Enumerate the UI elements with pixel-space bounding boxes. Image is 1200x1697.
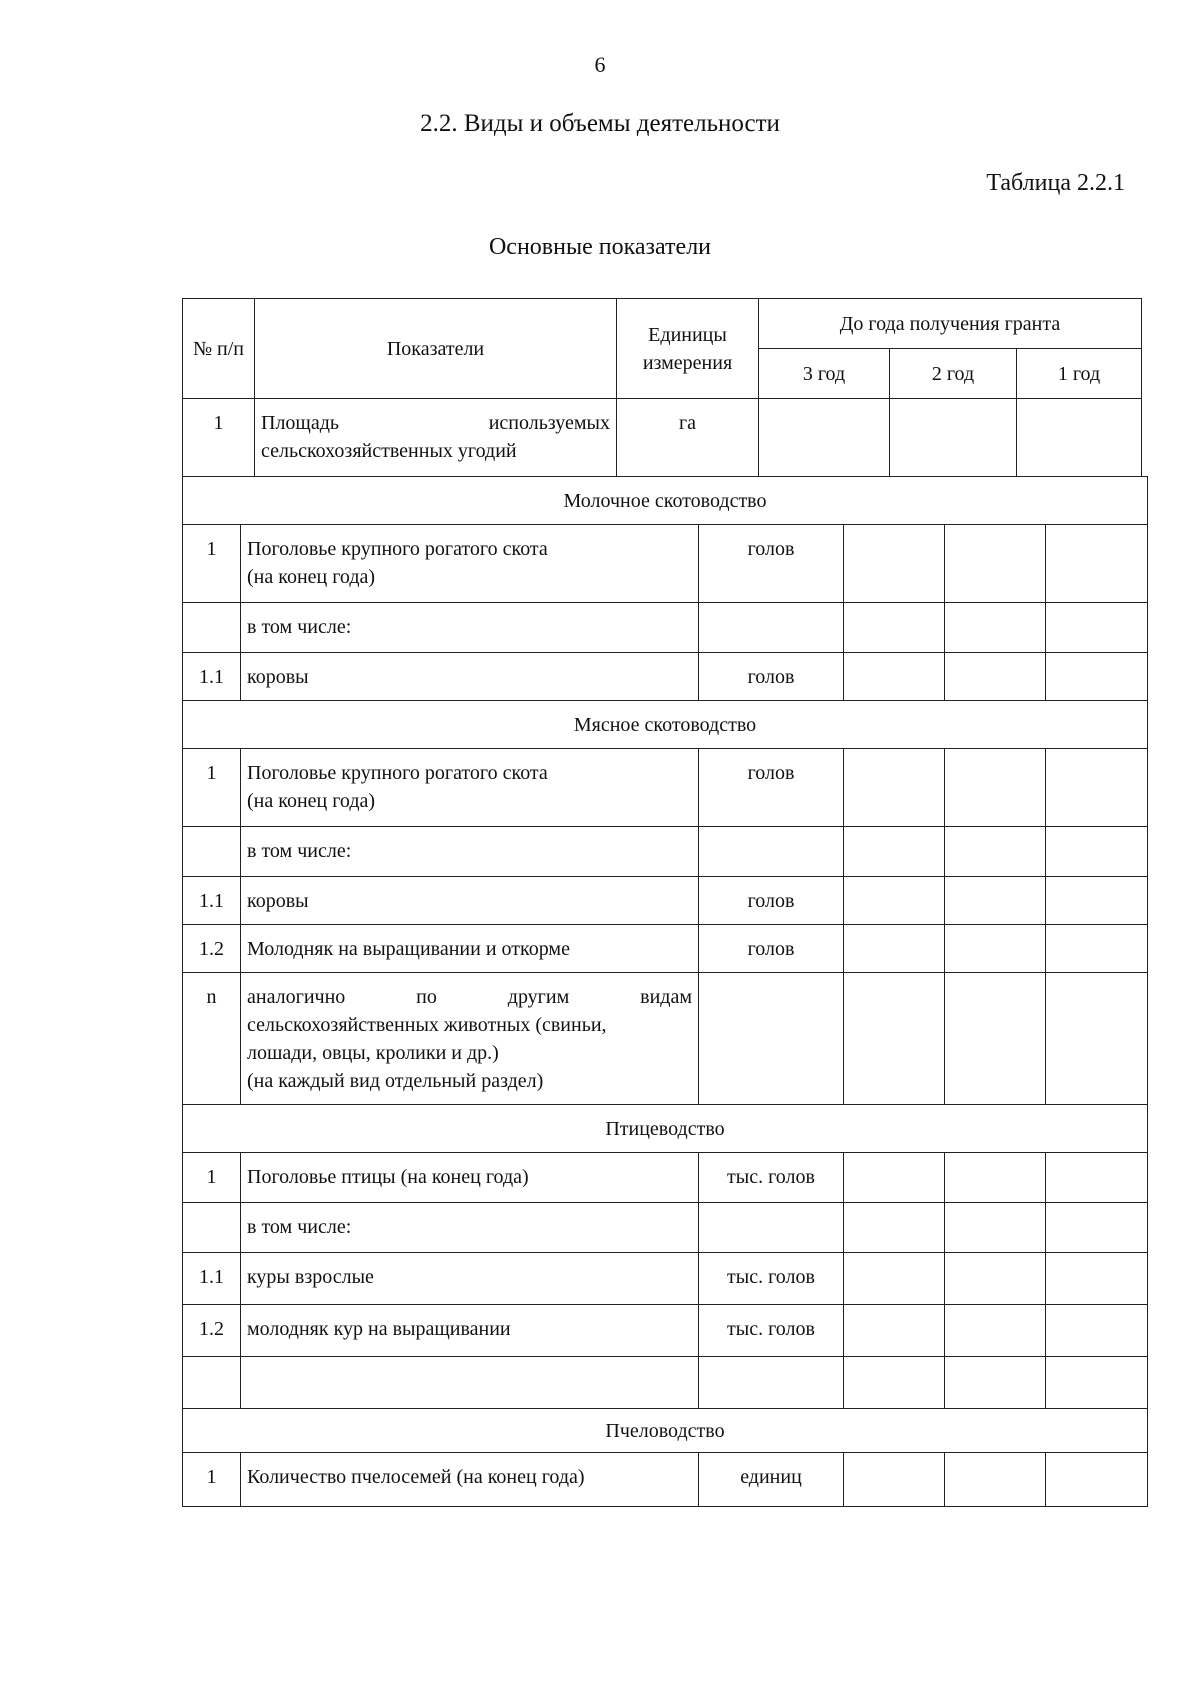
- table-row: [183, 1453, 1148, 1507]
- row-label: [241, 973, 699, 1105]
- row-num: 1: [183, 749, 241, 827]
- area-word-1: Площадь: [261, 412, 339, 434]
- row-cell: [1046, 1357, 1148, 1409]
- row-cell-year-1: [1017, 399, 1142, 477]
- row-cell: [945, 1253, 1046, 1305]
- row-cell: [1046, 603, 1148, 653]
- row-label: Молодняк на выращивании и откорме: [241, 925, 699, 973]
- section-row-dairy: [183, 477, 1148, 525]
- row-cell: [844, 749, 945, 827]
- section-row-bees: [183, 1409, 1148, 1453]
- page-number: 6: [594, 52, 606, 77]
- other-line-3: лошади, овцы, кролики и др.): [247, 1042, 499, 1064]
- other-line-2: сельскохозяйственных животных (свиньи,: [247, 1014, 607, 1036]
- row-cell: [945, 1453, 1046, 1507]
- section-title: 2.2. Виды и объемы деятельности: [420, 110, 780, 137]
- table-row: [183, 827, 1148, 877]
- row-num: 1.2: [183, 1305, 241, 1357]
- row-label: коровы: [241, 877, 699, 925]
- table-row-empty: [183, 1357, 1148, 1409]
- row-cell: [844, 1357, 945, 1409]
- table-row: [183, 973, 1148, 1105]
- row-unit: голов: [699, 749, 844, 827]
- header-year-3: 3 год: [759, 349, 890, 399]
- row-num: 1: [183, 525, 241, 603]
- row-num: 1.1: [183, 1253, 241, 1305]
- row-cell: [1046, 749, 1148, 827]
- row-cell: [844, 1253, 945, 1305]
- row-cell: [945, 1357, 1046, 1409]
- row-num: [183, 827, 241, 877]
- row-cell: [1046, 653, 1148, 701]
- row-cell: [844, 1203, 945, 1253]
- row-label: в том числе:: [241, 827, 699, 877]
- row-label: в том числе:: [241, 603, 699, 653]
- row-cell: [1046, 1305, 1148, 1357]
- row-label: Количество пчелосемей (на конец года): [241, 1453, 699, 1507]
- row-num: [183, 1203, 241, 1253]
- header-col-unit: [617, 299, 759, 399]
- table-row: [183, 1153, 1148, 1203]
- row-cell: [945, 1203, 1046, 1253]
- table-row: [183, 603, 1148, 653]
- table-row: [183, 1203, 1148, 1253]
- row-unit: га: [617, 399, 759, 477]
- row-cell: [844, 1153, 945, 1203]
- row-cell: [844, 1453, 945, 1507]
- section-row-poultry: [183, 1105, 1148, 1153]
- row-unit: единиц: [699, 1453, 844, 1507]
- row-cell: [945, 1153, 1046, 1203]
- area-line-2: сельскохозяйственных угодий: [261, 440, 517, 462]
- row-label: [241, 525, 699, 603]
- header-year-2: 2 год: [890, 349, 1017, 399]
- row-cell: [945, 973, 1046, 1105]
- table-row: [183, 877, 1148, 925]
- row-label: [241, 1357, 699, 1409]
- row-cell: [844, 653, 945, 701]
- row-unit: [699, 1357, 844, 1409]
- row-cell-year-2: [890, 399, 1017, 477]
- row-unit: голов: [699, 653, 844, 701]
- row-cell: [945, 877, 1046, 925]
- section-title-meat: Мясное скотоводство: [183, 701, 1148, 749]
- header-years-group: До года получения гранта: [759, 299, 1142, 349]
- row-label: в том числе:: [241, 1203, 699, 1253]
- row-cell: [1046, 1153, 1148, 1203]
- row-cell: [1046, 877, 1148, 925]
- header-unit-line2: измерения: [642, 351, 733, 374]
- header-year-1: 1 год: [1017, 349, 1142, 399]
- section-title-dairy: Молочное скотоводство: [183, 477, 1148, 525]
- row-cell: [1046, 1253, 1148, 1305]
- other-word-3: другим: [507, 986, 570, 1008]
- row-unit: [699, 973, 844, 1105]
- row-cell: [945, 653, 1046, 701]
- area-word-2: используемых: [488, 412, 610, 434]
- header-table: [182, 298, 1142, 477]
- table-row: [183, 749, 1148, 827]
- row-label: Поголовье птицы (на конец года): [241, 1153, 699, 1203]
- row-cell: [844, 877, 945, 925]
- row-cell: [1046, 1203, 1148, 1253]
- row-cell: [945, 827, 1046, 877]
- row-num: [183, 603, 241, 653]
- table-caption: Основные показатели: [488, 234, 712, 260]
- row-unit: [699, 1203, 844, 1253]
- row-unit: тыс. голов: [699, 1153, 844, 1203]
- row-unit: тыс. голов: [699, 1253, 844, 1305]
- table-label: Таблица 2.2.1: [986, 170, 1125, 196]
- table-row: [183, 525, 1148, 603]
- row-num: [183, 1357, 241, 1409]
- row-label-line1: Поголовье крупного рогатого скота: [247, 762, 548, 784]
- row-cell: [844, 525, 945, 603]
- row-label: молодняк кур на выращивании: [241, 1305, 699, 1357]
- section-row-meat: [183, 701, 1148, 749]
- row-cell: [844, 827, 945, 877]
- row-cell: [1046, 973, 1148, 1105]
- other-line-4: (на каждый вид отдельный раздел): [247, 1070, 544, 1092]
- row-num: n: [183, 973, 241, 1105]
- header-unit-line1: Единицы: [648, 323, 727, 346]
- table-row: [183, 925, 1148, 973]
- table-row: [183, 399, 1142, 477]
- table-row: [183, 653, 1148, 701]
- row-num: 1: [183, 1153, 241, 1203]
- row-unit: [699, 603, 844, 653]
- row-cell: [844, 925, 945, 973]
- row-label: [241, 749, 699, 827]
- row-cell: [945, 925, 1046, 973]
- row-label-line1: Поголовье крупного рогатого скота: [247, 538, 548, 560]
- row-label-line2: (на конец года): [247, 566, 376, 588]
- row-cell: [844, 1305, 945, 1357]
- row-label: [255, 399, 617, 477]
- header-col-num: № п/п: [183, 299, 255, 399]
- row-cell: [1046, 827, 1148, 877]
- row-num: 1.1: [183, 653, 241, 701]
- row-unit: голов: [699, 877, 844, 925]
- row-cell: [1046, 1453, 1148, 1507]
- row-unit: голов: [699, 525, 844, 603]
- header-col-indicator: Показатели: [255, 299, 617, 399]
- section-title-poultry: Птицеводство: [183, 1105, 1148, 1153]
- main-table: [182, 476, 1148, 1507]
- row-unit: голов: [699, 925, 844, 973]
- other-word-4: видам: [640, 986, 692, 1008]
- row-cell: [945, 749, 1046, 827]
- row-cell: [945, 1305, 1046, 1357]
- table-row: [183, 1305, 1148, 1357]
- row-unit: тыс. голов: [699, 1305, 844, 1357]
- row-label: куры взрослые: [241, 1253, 699, 1305]
- row-label: коровы: [241, 653, 699, 701]
- row-cell: [945, 603, 1046, 653]
- other-word-1: аналогично: [247, 986, 346, 1008]
- row-cell: [1046, 525, 1148, 603]
- row-num: 1.1: [183, 877, 241, 925]
- row-cell-year-3: [759, 399, 890, 477]
- row-cell: [1046, 925, 1148, 973]
- row-num: 1: [183, 399, 255, 477]
- row-unit: [699, 827, 844, 877]
- row-label-line2: (на конец года): [247, 790, 376, 812]
- section-title-bees: Пчеловодство: [183, 1409, 1148, 1453]
- row-num: 1.2: [183, 925, 241, 973]
- row-cell: [844, 603, 945, 653]
- row-num: 1: [183, 1453, 241, 1507]
- row-cell: [945, 525, 1046, 603]
- row-cell: [844, 973, 945, 1105]
- other-word-2: по: [416, 986, 437, 1008]
- table-row: [183, 1253, 1148, 1305]
